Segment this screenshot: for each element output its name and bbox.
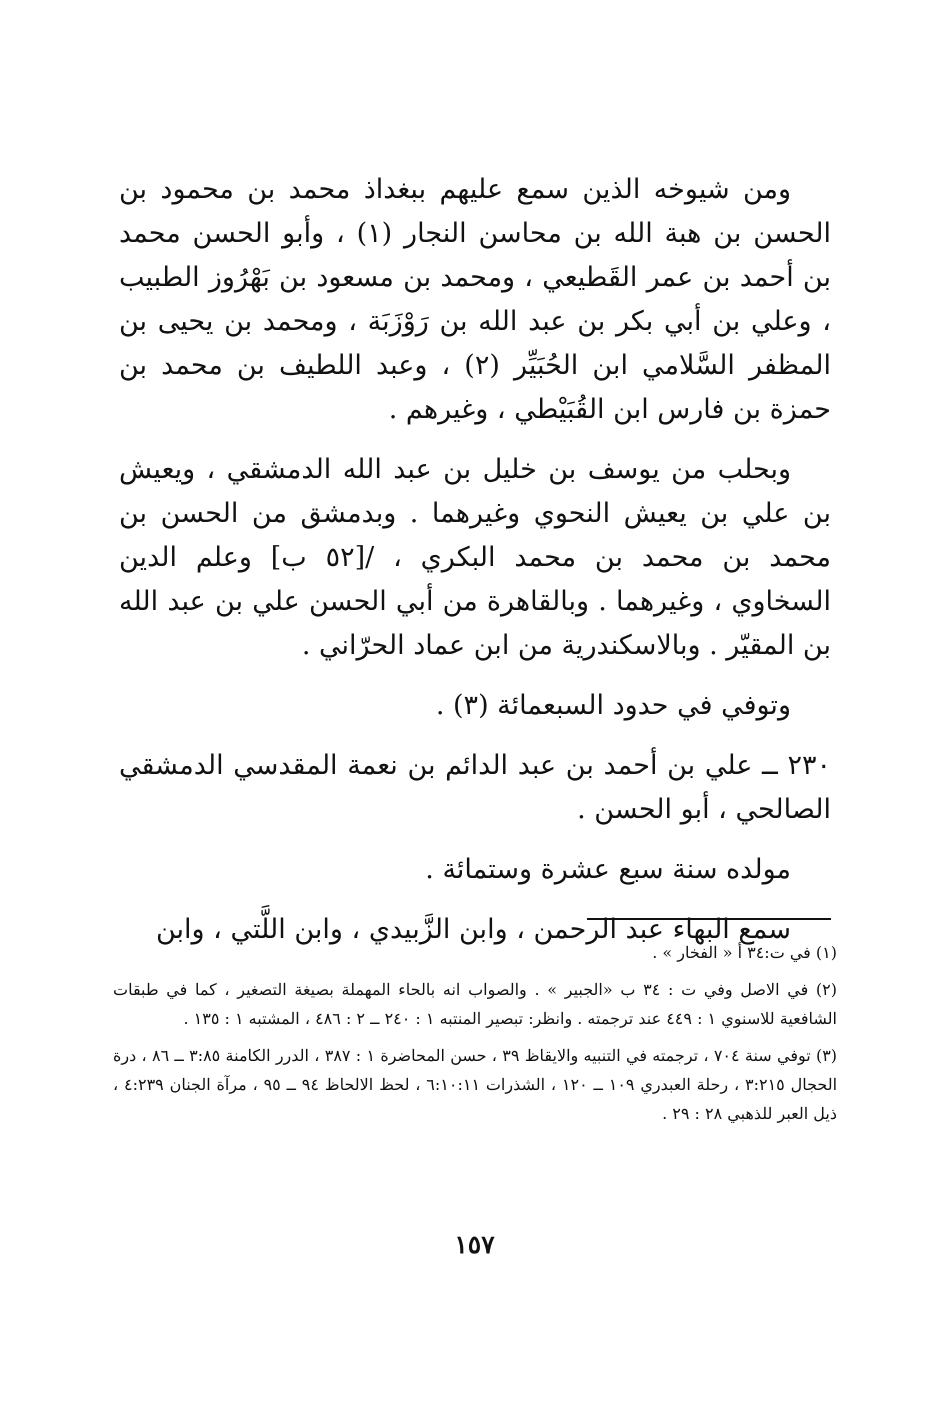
page-number: ١٥٧ [454, 1230, 495, 1259]
footnote-2: (٢) في الاصل وفي ت : ٣٤ ب «الجبير » . والصواب انه بالحاء المهملة بصيغة التصغير ، كما في طبقات الشافعية للاسنوي ١ : ٤٤٩ عند ترجمته . وانظر: تبصير المنتبه ١ : ٢٤٠ ــ ٢ : ٤٨٦ ، المشتبه ١ : ١٣٥ . [113, 980, 837, 1028]
main-text [119, 168, 831, 968]
paragraph-death: وتوفي في حدود السبعمائة (٣) . [435, 690, 791, 721]
paragraph-teachers: ومن شيوخه الذين سمع عليهم ببغداذ محمد بن محمود بن الحسن بن هبة الله بن محاسن النجار (١) ، وأبو الحسن محمد بن أحمد بن عمر القَطيعي ، ومحمد بن مسعود بن بَهْرُوز الطبيب ، وعلي بن أبي بكر بن عبد الله بن رَوْزَبَة ، ومحمد بن يحيى بن المظفر السَّلامي ابن الحُبَيِّر (٢) ، وعبد اللطيف بن محمد بن حمزة بن فارس ابن القُبَيْطي ، وغيرهم . [119, 174, 832, 425]
paragraph-other-cities: وبحلب من يوسف بن خليل بن عبد الله الدمشقي ، ويعيش بن علي بن يعيش النحوي وغيرهما . وبدمشق من الحسن بن محمد بن محمد بن محمد البكري ، /[٥٢ ب] وعلم الدين السخاوي ، وغيرهما . وبالقاهرة من أبي الحسن علي بن عبد الله بن المقيّر . وبالاسكندرية من ابن عماد الحرّاني . [119, 454, 831, 661]
paragraph-heard: سمع البهاء عبد الرحمن ، وابن الزَّبيدي ، وابن اللَّتي ، وابن [155, 914, 791, 945]
paragraph-birth: مولده سنة سبع عشرة وستمائة . [425, 854, 791, 885]
footnotes [113, 938, 837, 1136]
entry-heading: ٢٣٠ ــ علي بن أحمد بن عبد الدائم بن نعمة المقدسي الدمشقي الصالحي ، أبو الحسن . [119, 750, 831, 825]
footnote-divider [587, 918, 831, 920]
footnote-3: (٣) توفي سنة ٧٠٤ ، ترجمته في التنبيه والايقاظ ٣٩ ، حسن المحاضرة ١ : ٣٨٧ ، الدرر الكامنة ٣:٨٥ ــ ٨٦ ، درة الحجال ٣:٢١٥ ، رحلة العبدري ١٠٩ ــ ١٢٠ ، الشذرات ٦:١٠:١١ ، لحظ الالحاظ ٩٤ ــ ٩٥ ، مرآة الجنان ٤:٢٣٩ ، ذيل العبر للذهبي ٢٨ : ٢٩ . [113, 1046, 838, 1123]
footnote-1: (١) في ت:٣٤ أ « الفخار » . [652, 943, 837, 962]
